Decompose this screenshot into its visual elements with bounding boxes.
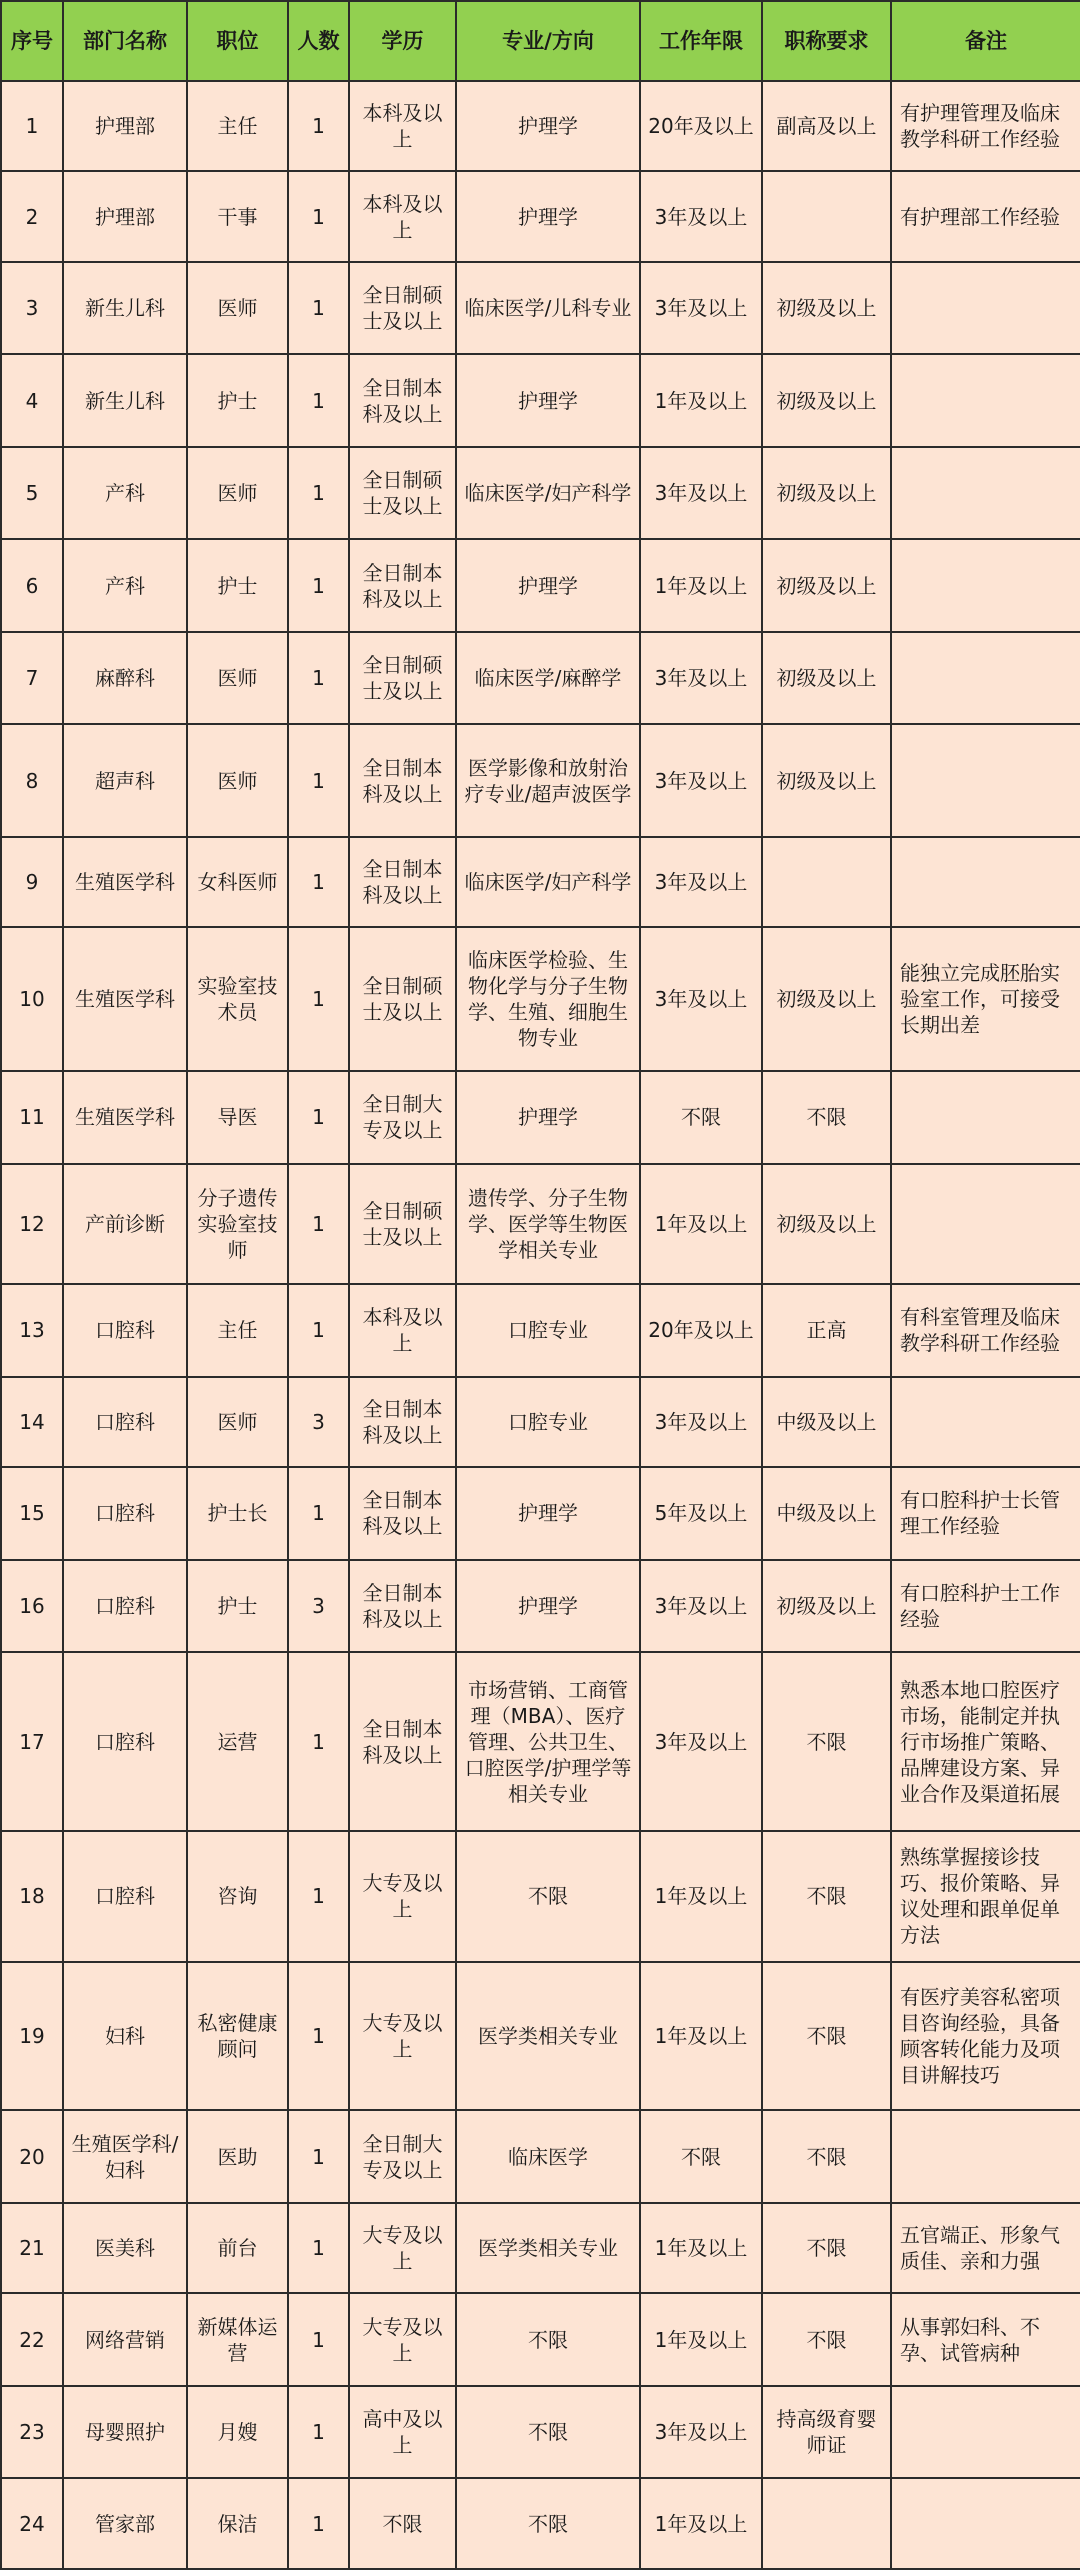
cell-dept: 超声科: [63, 724, 187, 837]
cell-dept: 母婴照护: [63, 2386, 187, 2478]
cell-years: 1年及以上: [640, 539, 762, 631]
cell-title-req: 初级及以上: [762, 927, 891, 1071]
cell-no: 8: [1, 724, 63, 837]
cell-position: 护士: [187, 1560, 288, 1652]
cell-years: 3年及以上: [640, 927, 762, 1071]
cell-dept: 护理部: [63, 81, 187, 171]
cell-dept: 口腔科: [63, 1652, 187, 1831]
cell-major: 临床医学/妇产科学: [456, 837, 640, 927]
cell-education: 高中及以上: [349, 2386, 456, 2478]
cell-title-req: 持高级育婴师证: [762, 2386, 891, 2478]
cell-note: 有医疗美容私密项目咨询经验，具备顾客转化能力及项目讲解技巧: [891, 1962, 1080, 2111]
cell-count: 1: [288, 539, 349, 631]
cell-major: 不限: [456, 2293, 640, 2385]
header-note: 备注: [891, 1, 1080, 81]
cell-position: 护士长: [187, 1467, 288, 1559]
cell-dept: 口腔科: [63, 1831, 187, 1962]
cell-title-req: 副高及以上: [762, 81, 891, 171]
cell-title-req: 不限: [762, 1652, 891, 1831]
cell-count: 1: [288, 724, 349, 837]
cell-position: 保洁: [187, 2478, 288, 2569]
cell-education: 全日制硕士及以上: [349, 927, 456, 1071]
cell-count: 3: [288, 1377, 349, 1467]
cell-title-req: [762, 171, 891, 261]
cell-major: 口腔专业: [456, 1377, 640, 1467]
header-title-req: 职称要求: [762, 1, 891, 81]
cell-years: 不限: [640, 1071, 762, 1163]
cell-count: 1: [288, 2386, 349, 2478]
cell-position: 医师: [187, 447, 288, 539]
cell-title-req: 初级及以上: [762, 354, 891, 446]
cell-dept: 新生儿科: [63, 262, 187, 354]
cell-education: 全日制本科及以上: [349, 724, 456, 837]
cell-dept: 生殖医学科: [63, 927, 187, 1071]
cell-years: 3年及以上: [640, 262, 762, 354]
cell-education: 全日制本科及以上: [349, 1560, 456, 1652]
cell-major: 临床医学: [456, 2110, 640, 2202]
cell-position: 咨询: [187, 1831, 288, 1962]
cell-education: 全日制本科及以上: [349, 539, 456, 631]
cell-major: 护理学: [456, 354, 640, 446]
cell-no: 20: [1, 2110, 63, 2202]
cell-dept: 产科: [63, 447, 187, 539]
cell-years: 1年及以上: [640, 2478, 762, 2569]
cell-note: [891, 2478, 1080, 2569]
cell-years: 不限: [640, 2110, 762, 2202]
cell-no: 12: [1, 1164, 63, 1285]
table-row: [1, 1831, 1080, 1962]
cell-note: [891, 1071, 1080, 1163]
cell-years: 1年及以上: [640, 1962, 762, 2111]
cell-note: 熟悉本地口腔医疗市场，能制定并执行市场推广策略、品牌建设方案、异业合作及渠道拓展: [891, 1652, 1080, 1831]
cell-note: [891, 2110, 1080, 2202]
table-row: [1, 447, 1080, 539]
cell-years: 3年及以上: [640, 724, 762, 837]
cell-note: [891, 632, 1080, 724]
cell-no: 11: [1, 1071, 63, 1163]
table-row: [1, 1377, 1080, 1467]
cell-title-req: 初级及以上: [762, 1560, 891, 1652]
cell-no: 21: [1, 2203, 63, 2293]
cell-note: 五官端正、形象气质佳、亲和力强: [891, 2203, 1080, 2293]
cell-major: 口腔专业: [456, 1284, 640, 1376]
header-education: 学历: [349, 1, 456, 81]
table-row: [1, 1962, 1080, 2111]
cell-position: 新媒体运营: [187, 2293, 288, 2385]
cell-major: 护理学: [456, 1071, 640, 1163]
header-no: 序号: [1, 1, 63, 81]
cell-no: 24: [1, 2478, 63, 2569]
cell-dept: 护理部: [63, 171, 187, 261]
cell-title-req: [762, 837, 891, 927]
cell-note: [891, 539, 1080, 631]
table-row: [1, 1467, 1080, 1559]
cell-dept: 产前诊断: [63, 1164, 187, 1285]
cell-dept: 口腔科: [63, 1377, 187, 1467]
cell-position: 医师: [187, 262, 288, 354]
cell-note: 熟练掌握接诊技巧、报价策略、异议处理和跟单促单方法: [891, 1831, 1080, 1962]
cell-no: 16: [1, 1560, 63, 1652]
cell-education: 大专及以上: [349, 2203, 456, 2293]
cell-no: 22: [1, 2293, 63, 2385]
cell-major: 医学类相关专业: [456, 1962, 640, 2111]
cell-dept: 麻醉科: [63, 632, 187, 724]
cell-major: 临床医学/麻醉学: [456, 632, 640, 724]
cell-title-req: 初级及以上: [762, 632, 891, 724]
table-row: [1, 2293, 1080, 2385]
cell-years: 3年及以上: [640, 447, 762, 539]
cell-count: 1: [288, 837, 349, 927]
cell-position: 主任: [187, 81, 288, 171]
cell-dept: 生殖医学科: [63, 837, 187, 927]
cell-years: 3年及以上: [640, 2386, 762, 2478]
cell-no: 19: [1, 1962, 63, 2111]
cell-no: 4: [1, 354, 63, 446]
cell-years: 3年及以上: [640, 632, 762, 724]
cell-count: 1: [288, 81, 349, 171]
cell-count: 1: [288, 632, 349, 724]
table-row: [1, 262, 1080, 354]
cell-major: 护理学: [456, 81, 640, 171]
cell-years: 3年及以上: [640, 1377, 762, 1467]
cell-no: 23: [1, 2386, 63, 2478]
cell-years: 20年及以上: [640, 1284, 762, 1376]
cell-title-req: 初级及以上: [762, 724, 891, 837]
cell-education: 不限: [349, 2478, 456, 2569]
cell-position: 主任: [187, 1284, 288, 1376]
cell-title-req: 中级及以上: [762, 1467, 891, 1559]
cell-dept: 管家部: [63, 2478, 187, 2569]
cell-major: 医学类相关专业: [456, 2203, 640, 2293]
header-position: 职位: [187, 1, 288, 81]
cell-title-req: 正高: [762, 1284, 891, 1376]
cell-dept: 产科: [63, 539, 187, 631]
cell-note: [891, 724, 1080, 837]
cell-major: 临床医学/儿科专业: [456, 262, 640, 354]
cell-years: 20年及以上: [640, 81, 762, 171]
cell-no: 14: [1, 1377, 63, 1467]
cell-major: 护理学: [456, 1560, 640, 1652]
cell-education: 全日制本科及以上: [349, 1377, 456, 1467]
table-row: [1, 1164, 1080, 1285]
cell-count: 1: [288, 1284, 349, 1376]
cell-position: 实验室技术员: [187, 927, 288, 1071]
cell-dept: 网络营销: [63, 2293, 187, 2385]
table-row: [1, 354, 1080, 446]
cell-major: 临床医学检验、生物化学与分子生物学、生殖、细胞生物专业: [456, 927, 640, 1071]
cell-education: 全日制硕士及以上: [349, 632, 456, 724]
cell-dept: 口腔科: [63, 1467, 187, 1559]
cell-title-req: 不限: [762, 1831, 891, 1962]
table-row: [1, 1652, 1080, 1831]
cell-major: 市场营销、工商管理（MBA）、医疗管理、公共卫生、口腔医学/护理学等相关专业: [456, 1652, 640, 1831]
cell-position: 运营: [187, 1652, 288, 1831]
table-row: [1, 1071, 1080, 1163]
cell-dept: 生殖医学科: [63, 1071, 187, 1163]
cell-dept: 生殖医学科/妇科: [63, 2110, 187, 2202]
cell-note: [891, 262, 1080, 354]
cell-count: 1: [288, 447, 349, 539]
cell-note: 有科室管理及临床教学科研工作经验: [891, 1284, 1080, 1376]
cell-position: 干事: [187, 171, 288, 261]
cell-no: 18: [1, 1831, 63, 1962]
cell-major: 不限: [456, 2386, 640, 2478]
table-row: [1, 539, 1080, 631]
cell-major: 护理学: [456, 171, 640, 261]
table-row: [1, 2203, 1080, 2293]
cell-title-req: 初级及以上: [762, 539, 891, 631]
table-row: [1, 724, 1080, 837]
cell-count: 1: [288, 1467, 349, 1559]
cell-note: [891, 2386, 1080, 2478]
cell-no: 1: [1, 81, 63, 171]
cell-count: 1: [288, 2110, 349, 2202]
cell-title-req: 不限: [762, 2203, 891, 2293]
cell-count: 1: [288, 171, 349, 261]
cell-major: 不限: [456, 1831, 640, 1962]
cell-position: 医师: [187, 632, 288, 724]
cell-education: 本科及以上: [349, 81, 456, 171]
cell-no: 15: [1, 1467, 63, 1559]
cell-dept: 新生儿科: [63, 354, 187, 446]
cell-note: 从事郭妇科、不孕、试管病种: [891, 2293, 1080, 2385]
cell-no: 9: [1, 837, 63, 927]
cell-dept: 医美科: [63, 2203, 187, 2293]
cell-dept: 口腔科: [63, 1560, 187, 1652]
cell-note: 能独立完成胚胎实验室工作，可接受长期出差: [891, 927, 1080, 1071]
cell-count: 1: [288, 2293, 349, 2385]
cell-note: 有护理部工作经验: [891, 171, 1080, 261]
table-row: [1, 2478, 1080, 2569]
cell-major: 不限: [456, 2478, 640, 2569]
cell-position: 分子遗传实验室技师: [187, 1164, 288, 1285]
cell-count: 1: [288, 927, 349, 1071]
table-row: [1, 632, 1080, 724]
cell-position: 护士: [187, 354, 288, 446]
cell-title-req: 初级及以上: [762, 447, 891, 539]
cell-education: 全日制本科及以上: [349, 1467, 456, 1559]
cell-position: 医师: [187, 724, 288, 837]
cell-education: 全日制本科及以上: [349, 1652, 456, 1831]
cell-note: 有口腔科护士长管理工作经验: [891, 1467, 1080, 1559]
cell-count: 1: [288, 1652, 349, 1831]
cell-no: 6: [1, 539, 63, 631]
cell-education: 大专及以上: [349, 1831, 456, 1962]
cell-note: [891, 1164, 1080, 1285]
cell-education: 大专及以上: [349, 2293, 456, 2385]
cell-education: 大专及以上: [349, 1962, 456, 2111]
table-row: [1, 2386, 1080, 2478]
cell-count: 1: [288, 1962, 349, 2111]
cell-note: 有护理管理及临床教学科研工作经验: [891, 81, 1080, 171]
cell-education: 本科及以上: [349, 1284, 456, 1376]
cell-education: 全日制硕士及以上: [349, 447, 456, 539]
cell-years: 1年及以上: [640, 354, 762, 446]
cell-years: 3年及以上: [640, 1560, 762, 1652]
cell-years: 3年及以上: [640, 837, 762, 927]
cell-major: 临床医学/妇产科学: [456, 447, 640, 539]
table-row: [1, 1560, 1080, 1652]
cell-position: 女科医师: [187, 837, 288, 927]
cell-position: 医师: [187, 1377, 288, 1467]
cell-count: 1: [288, 1071, 349, 1163]
cell-count: 1: [288, 1831, 349, 1962]
cell-position: 前台: [187, 2203, 288, 2293]
header-count: 人数: [288, 1, 349, 81]
cell-education: 全日制本科及以上: [349, 354, 456, 446]
cell-years: 5年及以上: [640, 1467, 762, 1559]
cell-title-req: 不限: [762, 2110, 891, 2202]
header-dept: 部门名称: [63, 1, 187, 81]
header-years: 工作年限: [640, 1, 762, 81]
cell-no: 10: [1, 927, 63, 1071]
cell-count: 1: [288, 354, 349, 446]
cell-education: 本科及以上: [349, 171, 456, 261]
cell-title-req: 初级及以上: [762, 1164, 891, 1285]
cell-education: 全日制大专及以上: [349, 1071, 456, 1163]
header-major: 专业/方向: [456, 1, 640, 81]
cell-position: 月嫂: [187, 2386, 288, 2478]
cell-education: 全日制硕士及以上: [349, 1164, 456, 1285]
cell-years: 1年及以上: [640, 1164, 762, 1285]
cell-count: 1: [288, 1164, 349, 1285]
cell-major: 遗传学、分子生物学、医学等生物医学相关专业: [456, 1164, 640, 1285]
cell-years: 1年及以上: [640, 1831, 762, 1962]
cell-position: 医助: [187, 2110, 288, 2202]
cell-dept: 口腔科: [63, 1284, 187, 1376]
header-row: [1, 1, 1080, 81]
cell-education: 全日制硕士及以上: [349, 262, 456, 354]
cell-title-req: 不限: [762, 1071, 891, 1163]
cell-count: 1: [288, 262, 349, 354]
cell-title-req: [762, 2478, 891, 2569]
cell-years: 1年及以上: [640, 2203, 762, 2293]
cell-major: 医学影像和放射治疗专业/超声波医学: [456, 724, 640, 837]
cell-years: 3年及以上: [640, 171, 762, 261]
cell-title-req: 中级及以上: [762, 1377, 891, 1467]
cell-years: 1年及以上: [640, 2293, 762, 2385]
cell-major: 护理学: [456, 1467, 640, 1559]
cell-position: 导医: [187, 1071, 288, 1163]
table-row: [1, 1284, 1080, 1376]
cell-count: 1: [288, 2478, 349, 2569]
cell-education: 全日制本科及以上: [349, 837, 456, 927]
table-row: [1, 171, 1080, 261]
cell-no: 2: [1, 171, 63, 261]
cell-count: 1: [288, 2203, 349, 2293]
cell-note: [891, 1377, 1080, 1467]
cell-note: [891, 837, 1080, 927]
cell-no: 7: [1, 632, 63, 724]
cell-no: 5: [1, 447, 63, 539]
cell-no: 3: [1, 262, 63, 354]
cell-education: 全日制大专及以上: [349, 2110, 456, 2202]
cell-years: 3年及以上: [640, 1652, 762, 1831]
cell-no: 13: [1, 1284, 63, 1376]
cell-position: 护士: [187, 539, 288, 631]
table-row: [1, 837, 1080, 927]
table-row: [1, 81, 1080, 171]
cell-note: 有口腔科护士工作经验: [891, 1560, 1080, 1652]
cell-title-req: 初级及以上: [762, 262, 891, 354]
cell-position: 私密健康顾问: [187, 1962, 288, 2111]
cell-no: 17: [1, 1652, 63, 1831]
table-row: [1, 927, 1080, 1071]
cell-note: [891, 447, 1080, 539]
cell-count: 3: [288, 1560, 349, 1652]
cell-major: 护理学: [456, 539, 640, 631]
cell-note: [891, 354, 1080, 446]
cell-dept: 妇科: [63, 1962, 187, 2111]
cell-title-req: 不限: [762, 1962, 891, 2111]
table-row: [1, 2110, 1080, 2202]
cell-title-req: 不限: [762, 2293, 891, 2385]
